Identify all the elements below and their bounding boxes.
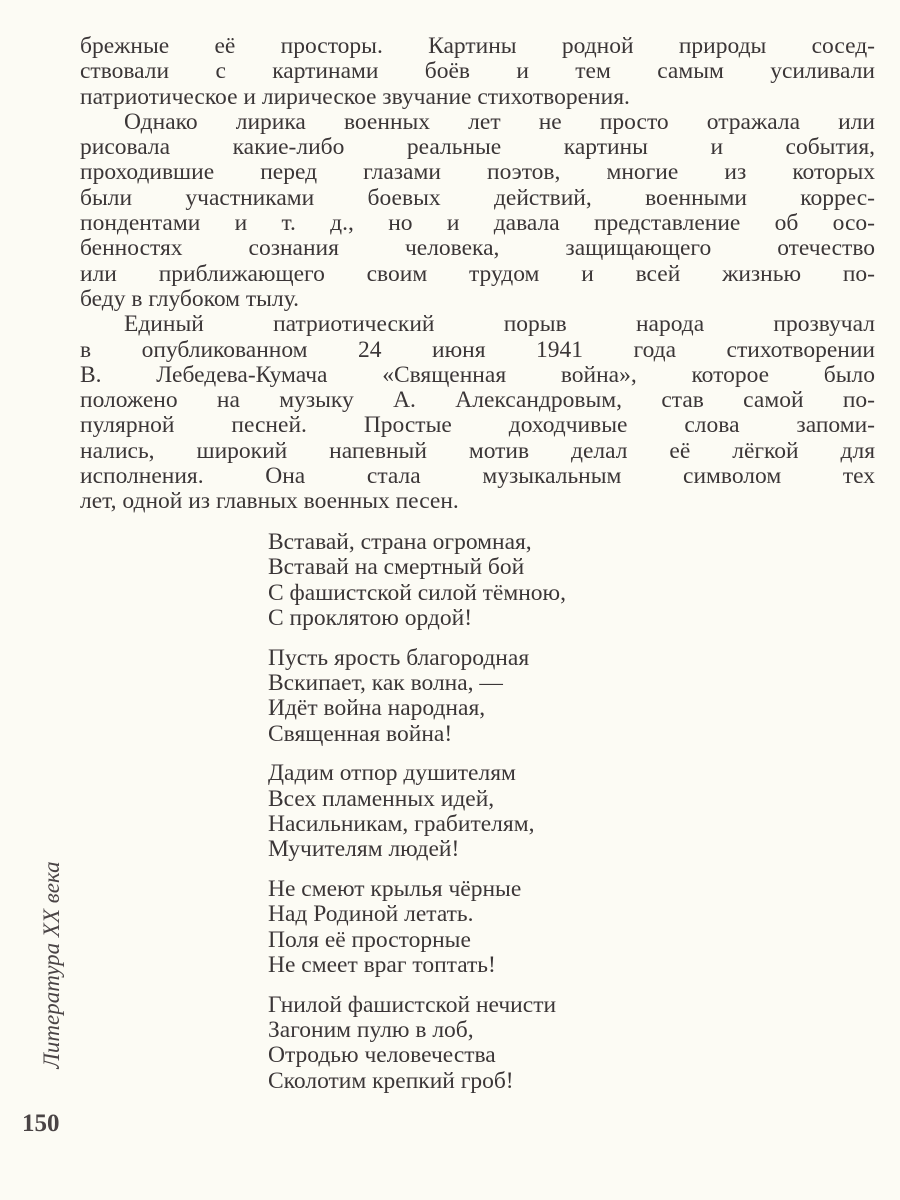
paragraph bbox=[80, 110, 875, 312]
verse-line: Всех пламенных идей, bbox=[268, 785, 495, 812]
text-line: или приближающего своим трудом и всей жизнью по- bbox=[80, 260, 875, 287]
text-line: были участниками боевых действий, военными коррес- bbox=[80, 184, 875, 211]
verse-line: Вставай на смертный бой bbox=[268, 554, 525, 581]
verse-line: Священная война! bbox=[268, 720, 453, 747]
verse-line: Загоним пулю в лоб, bbox=[268, 1017, 474, 1044]
verse-line: Идёт война народная, bbox=[268, 695, 486, 722]
text-line: лет, одной из главных военных песен. bbox=[80, 488, 459, 515]
verse-line: Насильникам, грабителям, bbox=[268, 810, 535, 837]
verse-line: Пусть ярость благородная bbox=[268, 644, 530, 671]
stanza bbox=[268, 877, 566, 978]
stanza bbox=[268, 646, 566, 747]
text-line: положено на музыку А. Александровым, став самой по- bbox=[80, 387, 875, 414]
text-line: Однако лирика военных лет не просто отражала или bbox=[124, 108, 875, 135]
text-line: брежные её просторы. Картины родной природы сосед- bbox=[80, 33, 875, 59]
text-line: проходившие перед глазами поэтов, многие из которых bbox=[80, 159, 875, 186]
verse-line: Сколотим крепкий гроб! bbox=[268, 1067, 514, 1094]
paragraph bbox=[80, 34, 875, 110]
verse-line: Мучителям людей! bbox=[268, 836, 460, 863]
paragraph bbox=[80, 312, 875, 514]
poem-sacred-war bbox=[268, 530, 566, 1108]
text-line: Единый патриотический порыв народа прозвучал bbox=[124, 311, 875, 338]
stanza bbox=[268, 993, 566, 1094]
verse-line: Дадим отпор душителям bbox=[268, 760, 516, 787]
verse-line: С проклятою ордой! bbox=[268, 604, 473, 631]
verse-line: Гнилой фашистской нечисти bbox=[268, 991, 557, 1018]
verse-line: Не смеют крылья чёрные bbox=[268, 876, 522, 903]
text-line: ствовали с картинами боёв и тем самым усиливали bbox=[80, 58, 875, 85]
page-number: 150 bbox=[22, 1110, 60, 1137]
verse-line: Над Родиной летать. bbox=[268, 901, 474, 928]
text-line: пулярной песней. Простые доходчивые слова запоми- bbox=[80, 412, 875, 439]
text-line: нались, широкий напевный мотив делал её лёгкой для bbox=[80, 437, 875, 464]
text-line: в опубликованном 24 июня 1941 года стихотворении bbox=[80, 336, 875, 363]
text-line: исполнения. Она стала музыкальным символом тех bbox=[80, 463, 875, 490]
text-line: беду в глубоком тылу. bbox=[80, 285, 299, 312]
verse-line: Отродью человечества bbox=[268, 1042, 496, 1069]
stanza bbox=[268, 530, 566, 631]
text-line: В. Лебедева-Кумача «Священная война», которое было bbox=[80, 361, 875, 388]
verse-line: Поля её просторные bbox=[268, 926, 471, 953]
verse-line: Не смеет враг топтать! bbox=[268, 951, 496, 978]
text-line: бенностях сознания человека, защищающего отечество bbox=[80, 235, 875, 262]
stanza bbox=[268, 761, 566, 862]
text-line: патриотическое и лирическое звучание стихотворения. bbox=[80, 83, 630, 110]
text-line: пондентами и т. д., но и давала представление об осо- bbox=[80, 210, 875, 237]
verse-line: Вскипает, как волна, — bbox=[268, 669, 503, 696]
running-head: Литература XX века bbox=[39, 861, 64, 1069]
verse-line: С фашистской силой тёмною, bbox=[268, 579, 566, 606]
verse-line: Вставай, страна огромная, bbox=[268, 529, 532, 555]
body-text bbox=[80, 34, 875, 515]
text-line: рисовала какие-либо реальные картины и события, bbox=[80, 134, 875, 161]
